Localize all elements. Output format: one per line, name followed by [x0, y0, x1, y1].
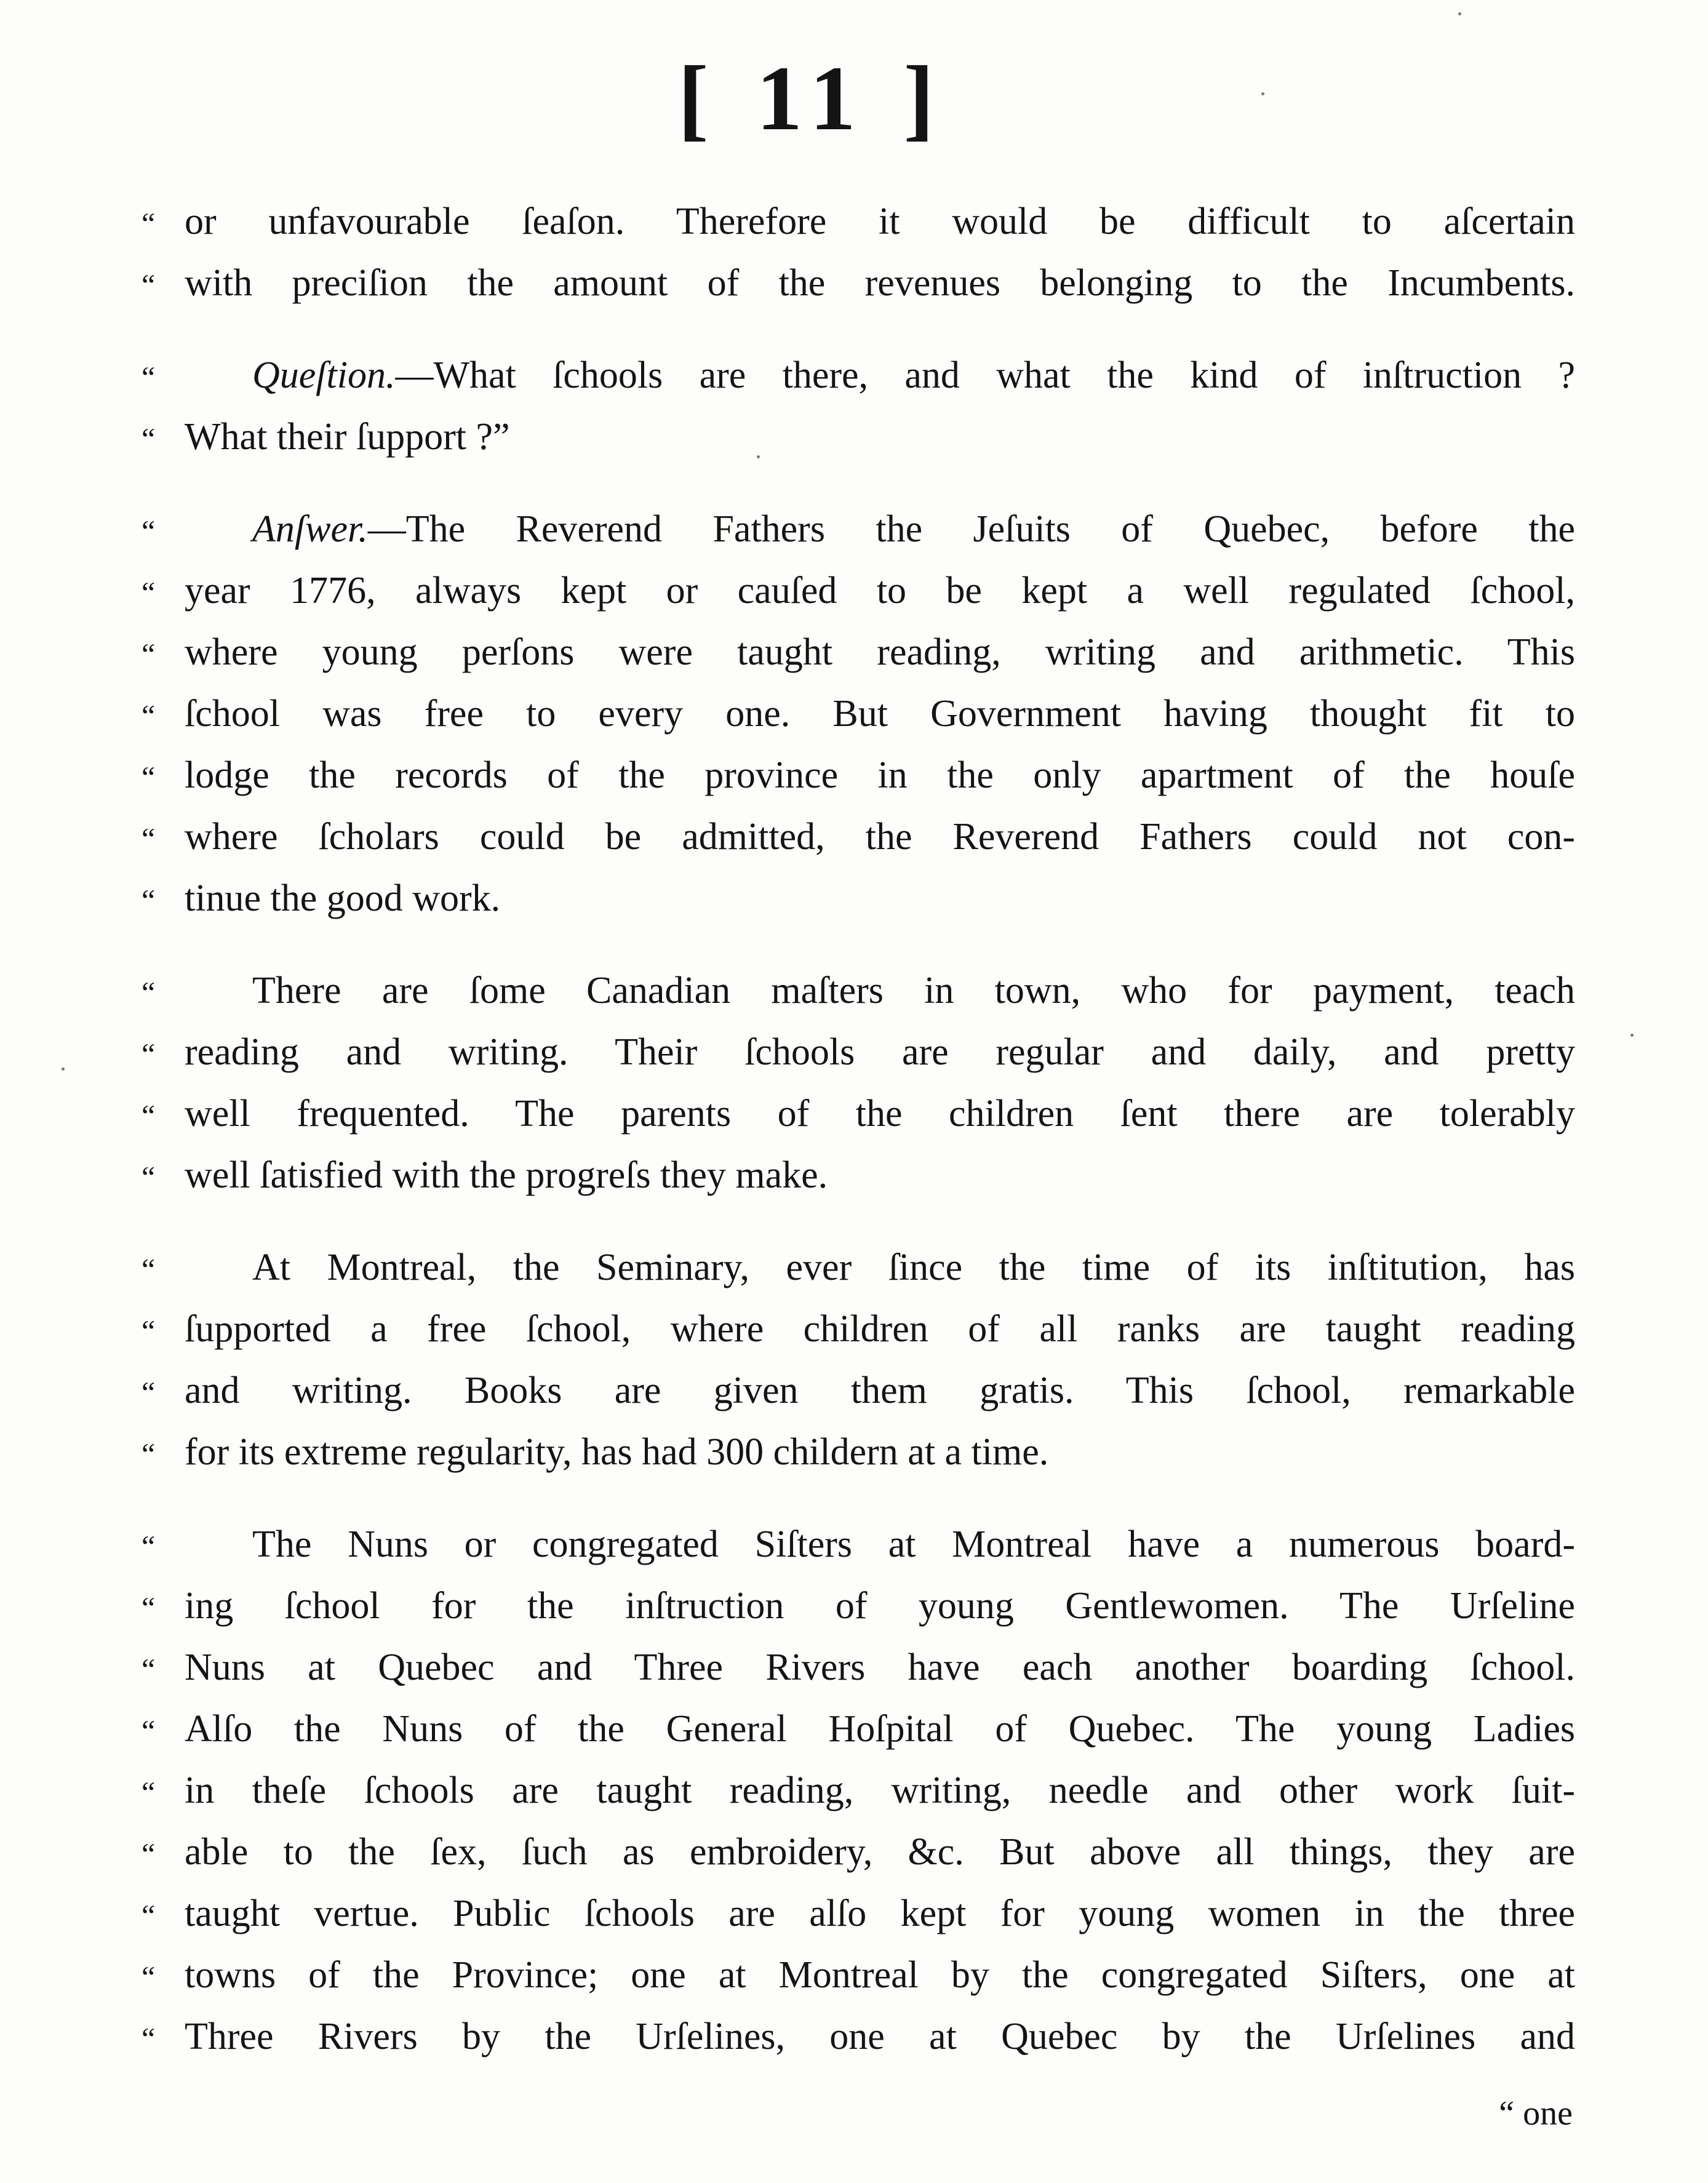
text-line	[142, 1366, 1575, 1417]
line-text: —The Reverend Fathers the Jeſuits of Quebec, before the	[367, 508, 1575, 550]
text-line	[142, 1950, 1575, 2001]
line-text: ſupported a free ſchool, where children of all ranks are taught reading	[185, 1308, 1575, 1350]
page-number: [ 11 ]	[677, 47, 947, 150]
quote-mark: “	[142, 1160, 156, 1194]
quote-mark: “	[142, 575, 156, 610]
quote-mark: “	[142, 1437, 156, 1471]
text-line	[142, 1243, 1575, 1294]
line-text: well frequented. The parents of the children ſent there are tolerably	[185, 1093, 1575, 1135]
quote-mark: “	[142, 1529, 156, 1563]
text-line	[142, 197, 1575, 248]
quote-mark: “	[142, 1898, 156, 1933]
text-line	[142, 1151, 828, 1202]
text-line	[142, 1520, 1575, 1571]
quote-mark: “	[142, 975, 156, 1010]
quote-mark: “	[142, 637, 156, 671]
text-line	[142, 874, 500, 925]
quote-mark: “	[142, 883, 156, 917]
text-line	[142, 1643, 1575, 1694]
text-line	[142, 505, 1575, 556]
text-line	[142, 751, 1575, 802]
line-text: where ſcholars could be admitted, the Reverend Fathers could not con-	[185, 816, 1575, 858]
line-text: able to the ſex, ſuch as embroidery, &c. But above all things, they are	[185, 1831, 1575, 1873]
line-text: in theſe ſchools are taught reading, writing, needle and other work ſuit-	[185, 1770, 1575, 1811]
quote-mark: “	[142, 1714, 156, 1748]
text-line	[142, 1766, 1575, 1817]
line-text: well ſatisfied with the progreſs they make.	[185, 1154, 828, 1196]
print-speck	[1261, 92, 1264, 95]
line-text: taught vertue. Public ſchools are alſo kept for young women in the three	[185, 1893, 1575, 1934]
quote-mark: “	[142, 1098, 156, 1133]
text-line	[142, 966, 1575, 1017]
text-line	[142, 1089, 1575, 1140]
text-line	[142, 351, 1575, 402]
quote-mark: “	[142, 1775, 156, 1810]
quote-mark: “	[142, 206, 156, 241]
text-line	[142, 566, 1575, 617]
quote-mark: “	[142, 1960, 156, 1994]
line-text: or unfavourable ſeaſon. Therefore it would be difficult to aſcertain	[185, 201, 1575, 242]
text-line	[142, 2012, 1575, 2063]
quote-mark: “	[142, 2021, 156, 2056]
print-speck	[62, 1068, 65, 1071]
quote-mark: “	[142, 1590, 156, 1625]
line-text: At Montreal, the Seminary, ever ſince the time of its inſtitution, has	[252, 1247, 1575, 1288]
line-text: tinue the good work.	[185, 877, 501, 919]
line-text: —What ſchools are there, and what the kind of inſtruction ?	[395, 354, 1575, 396]
print-speck	[757, 455, 760, 458]
quote-mark: “	[142, 421, 156, 456]
line-text: where young perſons were taught reading, writing and arithmetic. This	[185, 631, 1575, 673]
line-text: Alſo the Nuns of the General Hoſpital of Quebec. The young Ladies	[185, 1708, 1575, 1750]
text-line	[142, 812, 1575, 863]
text-line	[142, 412, 510, 463]
text-line	[142, 628, 1575, 679]
line-text: for its extreme regularity, has had 300 childern at a time.	[185, 1431, 1049, 1473]
text-line	[142, 1581, 1575, 1632]
line-text: There are ſome Canadian maſters in town, who for payment, teach	[252, 970, 1575, 1012]
line-text: What their ſupport ?”	[185, 416, 510, 458]
quote-mark: “	[142, 360, 156, 394]
line-text: ing ſchool for the inſtruction of young Gentlewomen. The Urſeline	[185, 1585, 1575, 1627]
quote-mark: “	[142, 760, 156, 794]
text-line	[142, 1889, 1575, 1940]
line-text: year 1776, always kept or cauſed to be kept a well regulated ſchool,	[185, 570, 1575, 612]
text-line	[142, 1704, 1575, 1755]
text-line	[142, 1427, 1048, 1479]
italic-label: Queſtion.	[252, 354, 396, 396]
catchword: “ one	[1499, 2094, 1573, 2133]
quote-mark: “	[142, 1837, 156, 1871]
line-text: with preciſion the amount of the revenues belonging to the Incumbents.	[185, 262, 1575, 304]
line-text: reading and writing. Their ſchools are regular and daily, and pretty	[185, 1031, 1575, 1073]
line-text: and writing. Books are given them gratis. This ſchool, remarkable	[185, 1370, 1575, 1411]
line-text: towns of the Province; one at Montreal by the congregated Siſters, one at	[185, 1954, 1575, 1996]
line-text: Three Rivers by the Urſelines, one at Quebec by the Urſelines and	[185, 2016, 1575, 2057]
print-speck	[1458, 12, 1461, 15]
text-line	[142, 689, 1575, 740]
quote-mark: “	[142, 514, 156, 548]
line-text: lodge the records of the province in the only apartment of the houſe	[185, 754, 1575, 796]
quote-mark: “	[142, 1252, 156, 1287]
quote-mark: “	[142, 1375, 156, 1410]
quote-mark: “	[142, 698, 156, 733]
quote-mark: “	[142, 1037, 156, 1071]
quote-mark: “	[142, 1652, 156, 1686]
line-text: ſchool was free to every one. But Government having thought fit to	[185, 693, 1575, 735]
quote-mark: “	[142, 821, 156, 856]
italic-label: Anſwer.	[252, 508, 368, 550]
print-speck	[1630, 1034, 1634, 1037]
line-text: The Nuns or congregated Siſters at Montreal have a numerous board-	[252, 1523, 1575, 1565]
line-text: Nuns at Quebec and Three Rivers have each another boarding ſchool.	[185, 1646, 1575, 1688]
text-line	[142, 1827, 1575, 1878]
text-line	[142, 1304, 1575, 1355]
text-line	[142, 258, 1575, 309]
quote-mark: “	[142, 1314, 156, 1348]
quote-mark: “	[142, 268, 156, 302]
text-line	[142, 1028, 1575, 1079]
